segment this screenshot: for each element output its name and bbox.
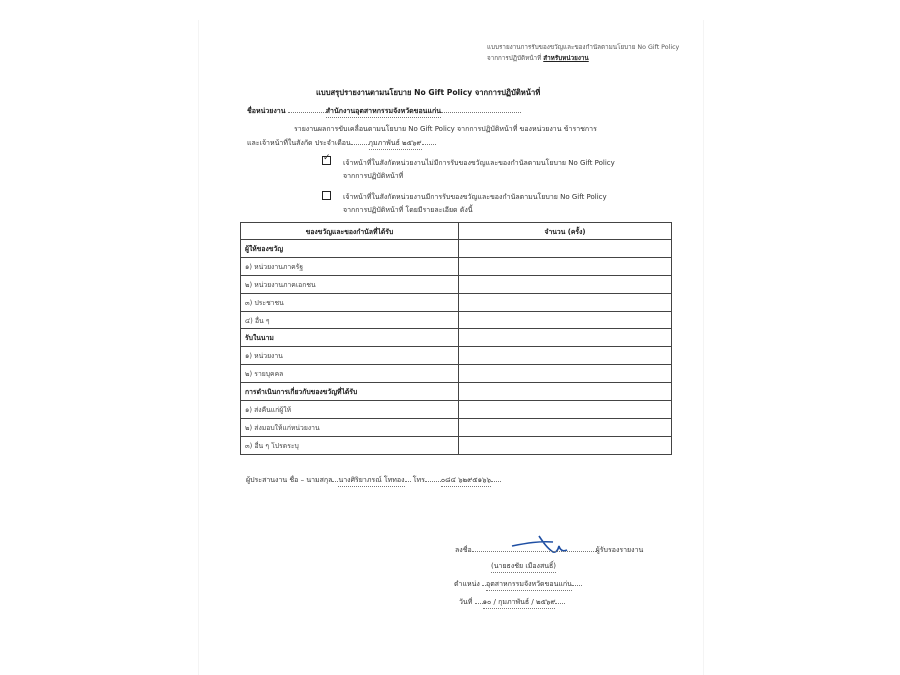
certifier-role: ผู้รับรองรายงาน: [595, 546, 644, 554]
count-cell[interactable]: [459, 240, 672, 258]
document-title: แบบสรุปรายงานตามนโยบาย No Gift Policy จากการปฏิบัติหน้าที่: [316, 88, 541, 97]
table-row: ๓) อื่น ๆ โปรดระบุ: [241, 436, 672, 454]
date-line: [459, 597, 565, 609]
option-has-gift-checkbox[interactable]: [322, 191, 331, 200]
position-value: อุตสาหกรรมจังหวัดขอนแก่น: [486, 579, 572, 591]
table-row: ผู้ให้ของขวัญ: [241, 240, 672, 258]
sign-label: ลงชื่อ: [455, 546, 472, 554]
table-row: ๒) ส่งมอบให้แก่หน่วยงาน: [241, 418, 672, 436]
coordinator-line: [246, 475, 501, 487]
date-value: ๑๐ / กุมภาพันธ์ / ๒๕๖๙: [483, 597, 556, 609]
gift-summary-table: [240, 222, 672, 455]
count-cell[interactable]: [459, 365, 672, 383]
table-header-row: [241, 223, 672, 240]
form-reference-line2: จากการปฏิบัติหน้าที่ สำหรับหน่วยงาน: [487, 55, 589, 62]
option-has-gift: เจ้าหน้าที่ในสังกัดหน่วยงานมีการรับของขวัญและของกำนัลตามนโยบาย No Gift Policy จากการปฏิบัติหน้าที่ โดยมีรายละเอียด ดังนี้: [343, 193, 607, 214]
table-row: ๑) หน่วยงานภาครัฐ: [241, 257, 672, 275]
count-cell[interactable]: [459, 311, 672, 329]
header-gifts: ของขวัญและของกำนัลที่ได้รับ: [241, 223, 459, 240]
table-row: ๑) หน่วยงาน: [241, 347, 672, 365]
report-month: กุมภาพันธ์ ๒๕๖๙: [369, 138, 422, 150]
form-reference-line1: แบบรายงานการรับของขวัญและของกำนัลตามนโยบาย No Gift Policy: [487, 44, 680, 51]
table-row: การดำเนินการเกี่ยวกับของขวัญที่ได้รับ: [241, 383, 672, 401]
position-line: [454, 579, 582, 591]
coordinator-phone: ๐๘๔ ๖๒๙๕๑๖๖: [441, 475, 491, 487]
count-cell[interactable]: [459, 293, 672, 311]
agency-value: สำนักงานอุตสาหกรรมจังหวัดขอนแก่น: [326, 106, 441, 118]
table-row: ๒) หน่วยงานภาคเอกชน: [241, 275, 672, 293]
count-cell[interactable]: [459, 329, 672, 347]
table-row: ๓) ประชาชน: [241, 293, 672, 311]
count-cell[interactable]: [459, 401, 672, 419]
table-row: ๑) ส่งคืนแก่ผู้ให้: [241, 401, 672, 419]
coordinator-name: นางศิริยาภรณ์ โททอง: [338, 475, 404, 487]
form-reference: [487, 42, 679, 64]
count-cell[interactable]: [459, 436, 672, 454]
agency-label: ชื่อหน่วยงาน: [247, 107, 286, 115]
table-row: ๒) รายบุคคล: [241, 365, 672, 383]
table-row: รับในนาม: [241, 329, 672, 347]
option-no-gift-checkbox[interactable]: [322, 156, 331, 165]
count-cell[interactable]: [459, 418, 672, 436]
certifier-name: (นายธงชัย เมืองสนธิ์): [491, 561, 556, 573]
option-no-gift: เจ้าหน้าที่ในสังกัดหน่วยงานไม่มีการรับของขวัญและของกำนัลตามนโยบาย No Gift Policy จากการปฏิบัติหน้าที่: [343, 159, 615, 180]
count-cell[interactable]: [459, 383, 672, 401]
document-page: [198, 20, 704, 675]
date-label: วันที่: [459, 598, 473, 606]
table-row: ๔) อื่น ๆ: [241, 311, 672, 329]
agency-line: [247, 106, 521, 118]
count-cell[interactable]: [459, 347, 672, 365]
intro-line1: รายงานผลการขับเคลื่อนตามนโยบาย No Gift Policy จากการปฏิบัติหน้าที่ ของหน่วยงาน ข้าราชการ: [294, 125, 597, 133]
intro-line2: และเจ้าหน้าที่ในสังกัด ประจำเดือน กุมภาพันธ์ ๒๕๖๙: [247, 138, 436, 150]
count-cell[interactable]: [459, 275, 672, 293]
coordinator-label: ผู้ประสานงาน ชื่อ – นามสกุล: [246, 476, 333, 484]
position-label: ตำแหน่ง: [454, 580, 480, 588]
sign-line: [455, 545, 643, 556]
count-cell[interactable]: [459, 257, 672, 275]
header-count: จำนวน (ครั้ง): [459, 223, 672, 240]
phone-label: โทร: [412, 476, 425, 484]
